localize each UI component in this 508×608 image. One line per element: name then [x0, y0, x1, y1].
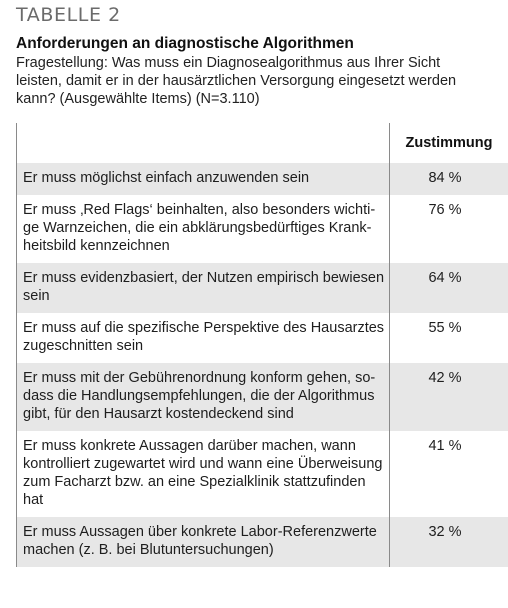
row-text: Er muss auf die spezifische Perspektive des Hausarztes zugeschnitten sein [23, 320, 385, 354]
table-row [17, 263, 508, 313]
table-question: Fragestellung: Was muss ein Diagnosealgorithmus aus Ihrer Sicht leisten, damit er in der hausärztlichen Versorgung eingesetzt werden kann? (Ausgewählte Items) (N=3.110) [16, 55, 457, 107]
table-header-row [17, 123, 508, 163]
row-value: 32 % [390, 517, 508, 567]
row-text-cell [17, 363, 390, 431]
row-text-cell [17, 163, 390, 195]
row-value: 64 % [390, 263, 508, 313]
row-value: 55 % [390, 313, 508, 363]
row-text: Er muss ‚Red Flags‘ beinhalten, also besonders wichtige Warnzeichen, die ein abklärungsbedürftiges Krankheitsbild kennzeichnen [23, 202, 376, 254]
header-zustimmung: Zustimmung [390, 123, 508, 163]
row-text-cell [17, 431, 390, 517]
row-text: Er muss mit der Gebührenordnung konform gehen, sodass die Handlungsempfehlungen, die der Algorithmus gibt, für den Hausarzt kostendeckend sind [23, 370, 376, 422]
table-row [17, 517, 508, 567]
requirements-table [16, 123, 508, 567]
header-item-cell [17, 123, 390, 163]
table-row [17, 363, 508, 431]
row-text: Er muss Aussagen über konkrete Labor-Referenzwerte machen (z. B. bei Blutuntersuchungen) [23, 524, 377, 558]
row-value: 41 % [390, 431, 508, 517]
row-text-cell [17, 517, 390, 567]
row-text: Er muss möglichst einfach anzuwenden sein [23, 170, 310, 186]
row-text-cell [17, 195, 390, 263]
row-value: 84 % [390, 163, 508, 195]
row-value: 76 % [390, 195, 508, 263]
row-text: Er muss evidenzbasiert, der Nutzen empirisch bewiesen sein [23, 270, 385, 304]
row-value: 42 % [390, 363, 508, 431]
table-title: Anforderungen an diagnostische Algorithmen [16, 35, 354, 52]
row-text-cell [17, 313, 390, 363]
row-text-cell [17, 263, 390, 313]
table-label: TABELLE 2 [16, 4, 121, 26]
table-row [17, 313, 508, 363]
row-text: Er muss konkrete Aussagen darüber machen, wann kontrolliert zugewartet wird und wann eine Überweisung zum Facharzt bzw. an eine Spezialklinik stattzufinden hat [23, 438, 383, 508]
table-row [17, 431, 508, 517]
table-row [17, 163, 508, 195]
table-row [17, 195, 508, 263]
